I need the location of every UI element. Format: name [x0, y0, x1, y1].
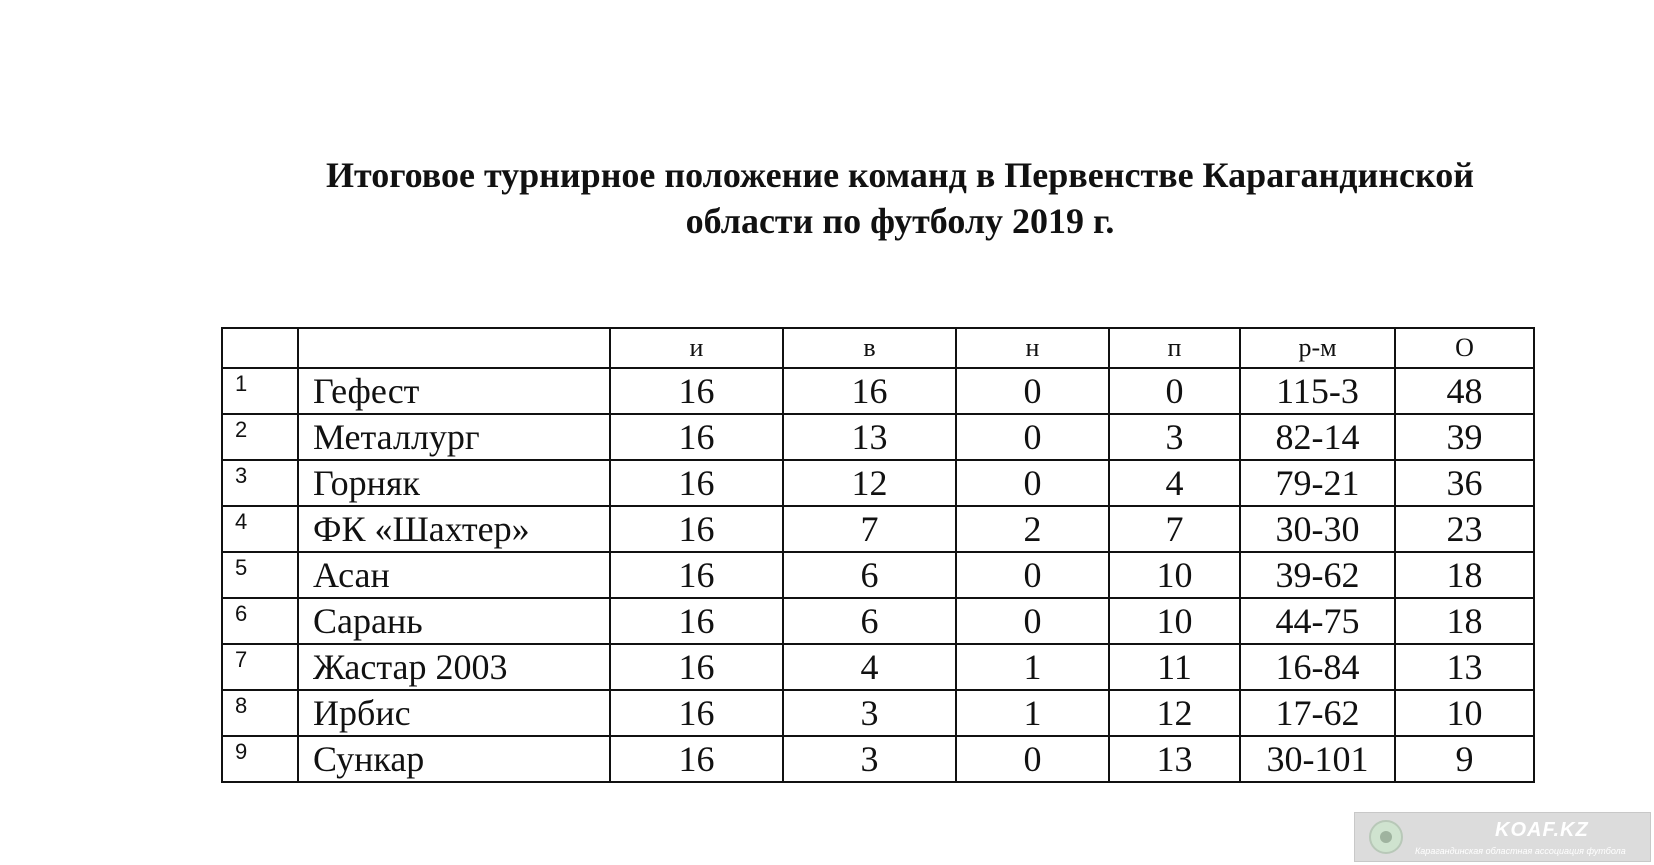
table-row: [222, 368, 1534, 414]
cell-points: 18: [1395, 552, 1534, 598]
cell-wins: 13: [783, 414, 956, 460]
cell-losses: 13: [1109, 736, 1240, 782]
cell-points: 23: [1395, 506, 1534, 552]
table-row: [222, 736, 1534, 782]
header-team: [298, 328, 610, 368]
cell-place: 6: [222, 598, 298, 644]
header-draws: н: [956, 328, 1109, 368]
cell-points: 48: [1395, 368, 1534, 414]
cell-wins: 6: [783, 598, 956, 644]
table-row: [222, 460, 1534, 506]
cell-goals: 115-3: [1240, 368, 1395, 414]
cell-goals: 39-62: [1240, 552, 1395, 598]
cell-goals: 82-14: [1240, 414, 1395, 460]
cell-played: 16: [610, 598, 783, 644]
table-header-row: [222, 328, 1534, 368]
cell-team: Металлург: [298, 414, 610, 460]
cell-points: 36: [1395, 460, 1534, 506]
standings-table: [221, 327, 1535, 783]
cell-draws: 0: [956, 552, 1109, 598]
cell-points: 10: [1395, 690, 1534, 736]
cell-goals: 30-101: [1240, 736, 1395, 782]
cell-wins: 3: [783, 736, 956, 782]
title-line-1: Итоговое турнирное положение команд в Первенстве Карагандинской: [326, 155, 1474, 195]
cell-played: 16: [610, 414, 783, 460]
cell-played: 16: [610, 690, 783, 736]
cell-losses: 7: [1109, 506, 1240, 552]
cell-draws: 0: [956, 736, 1109, 782]
cell-team: Асан: [298, 552, 610, 598]
cell-played: 16: [610, 644, 783, 690]
football-icon: [1369, 820, 1403, 854]
cell-place: 8: [222, 690, 298, 736]
cell-place: 5: [222, 552, 298, 598]
table-row: [222, 414, 1534, 460]
table-row: [222, 506, 1534, 552]
cell-played: 16: [610, 460, 783, 506]
cell-team: Горняк: [298, 460, 610, 506]
cell-place: 4: [222, 506, 298, 552]
cell-draws: 2: [956, 506, 1109, 552]
cell-played: 16: [610, 506, 783, 552]
cell-team: ФК «Шахтер»: [298, 506, 610, 552]
cell-points: 9: [1395, 736, 1534, 782]
cell-points: 13: [1395, 644, 1534, 690]
cell-team: Ирбис: [298, 690, 610, 736]
watermark-brand: KOAF.KZ: [1495, 819, 1589, 841]
cell-wins: 6: [783, 552, 956, 598]
header-goals: р-м: [1240, 328, 1395, 368]
cell-place: 3: [222, 460, 298, 506]
cell-wins: 4: [783, 644, 956, 690]
cell-wins: 12: [783, 460, 956, 506]
cell-team: Сункар: [298, 736, 610, 782]
cell-place: 1: [222, 368, 298, 414]
cell-team: Сарань: [298, 598, 610, 644]
cell-wins: 3: [783, 690, 956, 736]
cell-points: 39: [1395, 414, 1534, 460]
table-row: [222, 644, 1534, 690]
cell-draws: 1: [956, 690, 1109, 736]
koaf-watermark: [1354, 812, 1651, 862]
cell-draws: 0: [956, 368, 1109, 414]
watermark-subtitle: Карагандинская областная ассоциация футбола: [1415, 846, 1626, 856]
cell-losses: 10: [1109, 598, 1240, 644]
cell-losses: 0: [1109, 368, 1240, 414]
header-losses: п: [1109, 328, 1240, 368]
cell-played: 16: [610, 552, 783, 598]
cell-wins: 16: [783, 368, 956, 414]
cell-team: Гефест: [298, 368, 610, 414]
cell-team: Жастар 2003: [298, 644, 610, 690]
cell-played: 16: [610, 368, 783, 414]
cell-draws: 0: [956, 598, 1109, 644]
cell-goals: 16-84: [1240, 644, 1395, 690]
cell-goals: 44-75: [1240, 598, 1395, 644]
cell-losses: 10: [1109, 552, 1240, 598]
header-played: и: [610, 328, 783, 368]
cell-draws: 1: [956, 644, 1109, 690]
page-title: [200, 152, 1600, 244]
table-row: [222, 552, 1534, 598]
cell-place: 2: [222, 414, 298, 460]
cell-losses: 3: [1109, 414, 1240, 460]
cell-goals: 17-62: [1240, 690, 1395, 736]
cell-played: 16: [610, 736, 783, 782]
table-row: [222, 690, 1534, 736]
cell-draws: 0: [956, 414, 1109, 460]
header-wins: в: [783, 328, 956, 368]
table-row: [222, 598, 1534, 644]
cell-draws: 0: [956, 460, 1109, 506]
header-points: О: [1395, 328, 1534, 368]
header-place: [222, 328, 298, 368]
cell-points: 18: [1395, 598, 1534, 644]
cell-losses: 11: [1109, 644, 1240, 690]
title-line-2: области по футболу 2019 г.: [685, 201, 1115, 241]
cell-losses: 4: [1109, 460, 1240, 506]
cell-wins: 7: [783, 506, 956, 552]
cell-goals: 79-21: [1240, 460, 1395, 506]
cell-place: 7: [222, 644, 298, 690]
cell-place: 9: [222, 736, 298, 782]
cell-goals: 30-30: [1240, 506, 1395, 552]
cell-losses: 12: [1109, 690, 1240, 736]
